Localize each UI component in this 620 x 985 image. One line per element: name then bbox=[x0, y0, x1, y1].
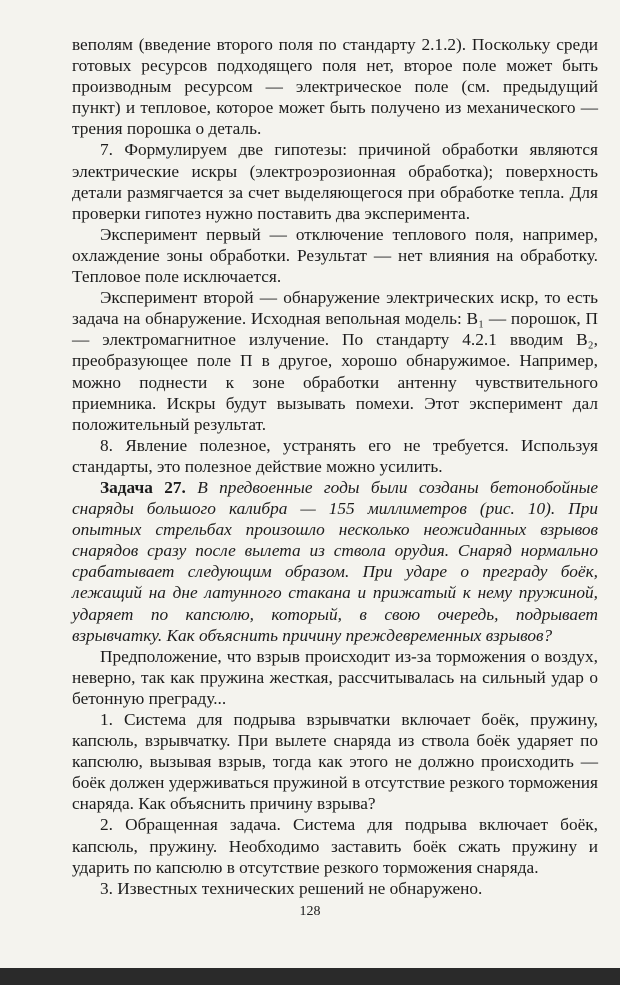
task-label: Задача 27. bbox=[100, 477, 186, 497]
task-text: В предвоенные годы были созданы бетонобойные снаряды большого калибра — 155 миллиметров (рис. 10). При опытных стрельбах произошло несколько неожиданных взрывов снарядов сразу после вылета из ствола орудия. Снаряд нормально срабатывает следующим образом. При ударе о преграду боёк, лежащий на дне латунного стакана и прижатый к нему пружиной, ударяет по капсюлю, который, в свою очередь, подрывает взрывчатку. Как объяснить причину преждевременных взрывов? bbox=[72, 477, 598, 645]
paragraph: Эксперимент первый — отключение теплового поля, например, охлаждение зоны обработки. Результат — нет влияния на обработку. Тепловое поле исключается. bbox=[72, 224, 598, 287]
paragraph: 7. Формулируем две гипотезы: причиной обработки являются электрические искры (электроэрозионная обработка); поверхность детали размягчается за счет выделяющегося при обработке тепла. Для проверки гипотез нужно поставить два эксперимента. bbox=[72, 140, 598, 223]
paragraph: 1. Система для подрыва взрывчатки включает боёк, пружину, капсюль, взрывчатку. При вылете снаряда из ствола боёк ударяет по капсюлю, вызывая взрыв, тогда как этого не должно происходить — боёк должен удерживаться пружиной в отсутствие резкого торможения снаряда. Как объяснить причину взрыва? bbox=[72, 710, 598, 814]
task-paragraph bbox=[72, 477, 598, 646]
page-text bbox=[72, 34, 598, 899]
page-number: 128 bbox=[299, 904, 321, 919]
paragraph: 8. Явление полезное, устранять его не требуется. Используя стандарты, это полезное действие можно усилить. bbox=[72, 435, 598, 476]
paragraph: веполям (введение второго поля по стандарту 2.1.2). Поскольку среди готовых ресурсов подходящего поля нет, второе поле может быть производным ресурсом — электрическое поле (см. предыдущий пункт) и тепловое, которое может быть получено из механического — трения порошка о деталь. bbox=[72, 35, 598, 139]
paragraph: 2. Обращенная задача. Система для подрыва включает боёк, капсюль, пружину. Необходимо заставить боёк сжать пружину и ударить по капсюлю в отсутствие резкого торможения снаряда. bbox=[72, 815, 598, 877]
paragraph: 3. Известных технических решений не обнаружено. bbox=[100, 878, 483, 898]
scan-edge bbox=[0, 968, 620, 985]
paragraph: Эксперимент второй — обнаружение электрических искр, то есть задача на обнаружение. Исходная вепольная модель: В₁ — порошок, П — электромагнитное излучение. По стандарту 4.2.1 вводим В₂, преобразующее поле П в другое, хорошо обнаружимое. Например, можно поднести к зоне обработки антенну чувствительного приемника. Искры будут вызывать помехи. Этот эксперимент дал положительный результат. bbox=[72, 288, 598, 434]
paragraph: Предположение, что взрыв происходит из-за торможения о воздух, неверно, так как пружина жесткая, рассчитывалась на сильный удар о бетонную преграду... bbox=[72, 646, 598, 708]
